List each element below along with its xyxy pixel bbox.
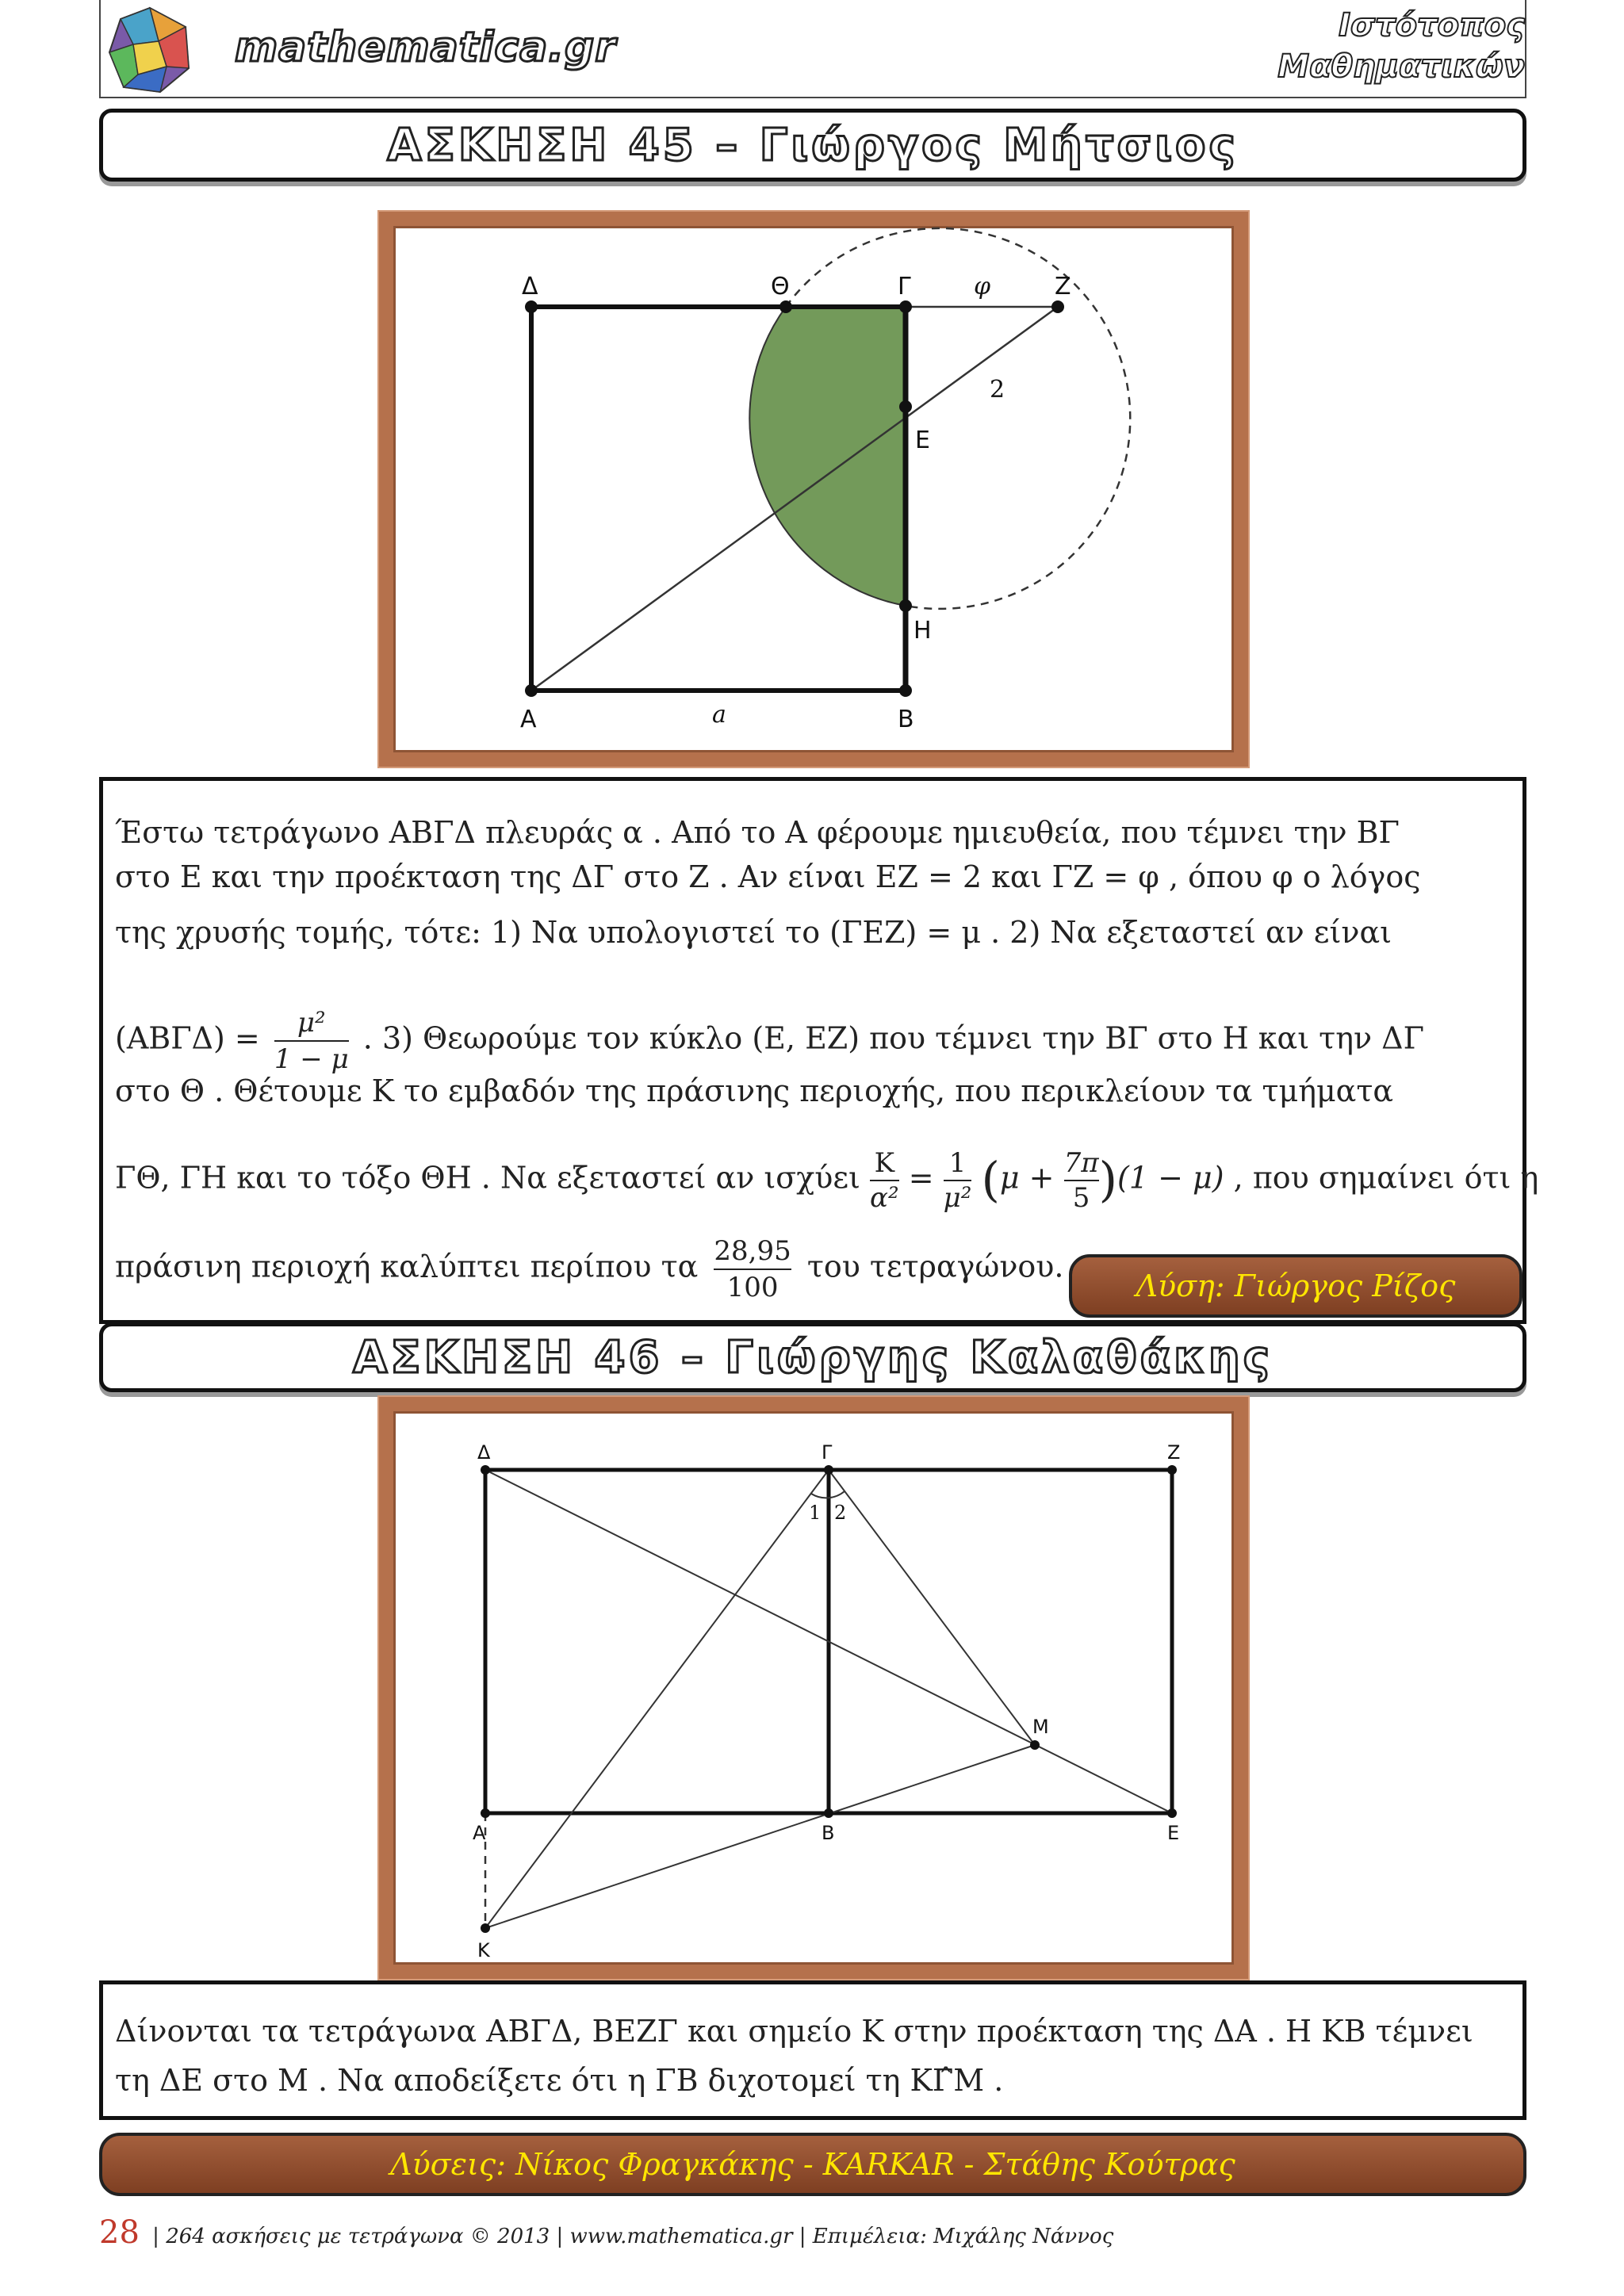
- site-subtitle-line1: Ιστότοπος: [1339, 7, 1525, 44]
- exercise46-title-bar: [99, 1322, 1526, 1392]
- label-b: Β: [822, 1822, 835, 1844]
- exercise45-figure: [379, 212, 1248, 767]
- line-gk: [485, 1470, 829, 1928]
- exercise45-line5: στο Θ . Θέτουμε Κ το εμβαδόν της πράσινης περιοχής, που περικλείουν τα τμήματα: [115, 1073, 1394, 1108]
- formula2-tail: (1 − μ): [1117, 1160, 1224, 1196]
- square-bezg: [829, 1470, 1172, 1813]
- label-a: Α: [473, 1822, 486, 1844]
- label-e: Ε: [915, 427, 930, 454]
- green-region: [749, 307, 906, 606]
- formula2-one-frac: [944, 1146, 972, 1215]
- formula2-alpha2: α²: [870, 1182, 899, 1214]
- label-g: Γ: [822, 1441, 833, 1464]
- exercise46-diagram: [393, 1411, 1234, 1965]
- exercise45-line2: στο Ε και την προέκταση της ΔΓ στο Ζ . Αν είναι ΕΖ = 2 και ΓΖ = φ , όπου φ ο λόγος: [115, 859, 1421, 894]
- label-d: Δ: [522, 273, 538, 300]
- label-b: Β: [898, 706, 914, 733]
- label-z: Ζ: [1167, 1441, 1181, 1464]
- line7-end: του τετραγώνου.: [806, 1249, 1064, 1284]
- formula2-one: 1: [944, 1146, 972, 1181]
- page-number: 28: [99, 2214, 140, 2251]
- exercise46-solutions: Λύσεις: Νίκος Φραγκάκης - KARKAR - Στάθης Κούτρας: [390, 2147, 1235, 2182]
- formula1-den: 1 − μ: [274, 1043, 349, 1075]
- formula1-rest: . 3) Θεωρούμε τον κύκλο (Ε, ΕΖ) που τέμνει την ΒΓ στο Η και την ΔΓ: [362, 1020, 1424, 1056]
- line7-start: πράσινη περιοχή καλύπτει περίπου τα: [115, 1249, 708, 1284]
- exercise46-figure: [379, 1397, 1248, 1979]
- line-gm: [829, 1470, 1035, 1745]
- label-phi: φ: [974, 273, 991, 300]
- line-km: [485, 1745, 1035, 1928]
- exercise45-line4: [115, 1005, 1519, 1077]
- formula2-mu: μ +: [999, 1160, 1055, 1196]
- label-side-a: a: [712, 701, 726, 729]
- label-angle-1: 1: [809, 1502, 822, 1524]
- exercise45-solution-pill[interactable]: [1069, 1254, 1522, 1318]
- site-subtitle-line2: Μαθηματικών: [1277, 48, 1525, 85]
- footer-text: | 264 ασκήσεις με τετράγωνα © 2013 | www.mathematica.gr | Επιμέλεια: Μιχάλης Νάννος: [152, 2225, 1114, 2248]
- site-name: mathematica.gr: [235, 24, 616, 71]
- formula2-k: Κ: [870, 1146, 899, 1181]
- formula2-7pi: 7π: [1064, 1146, 1099, 1181]
- page-footer: [99, 2214, 1113, 2251]
- logo-icon: [103, 3, 197, 97]
- formula2-7pi-frac: [1064, 1146, 1099, 1215]
- exercise45-line6: ΓΘ, ΓΗ και το τόξο ΘΗ . Να εξεταστεί αν ισχύει $\frac{K}{\text{α²}}$ = $\frac{1}{\text{μ²}}$ (μ + $\frac{7\pi}{5}$ )(1 − μ) , που σημαίνει ότι η: [115, 1147, 1539, 1214]
- formula3-fraction: [714, 1234, 791, 1305]
- line6-end: , που σημαίνει ότι η: [1233, 1160, 1539, 1196]
- exercise45-line7: [115, 1234, 1063, 1305]
- exercise46-line2: τη ΔΕ στο Μ . Να αποδείξετε ότι η ΓΒ διχοτομεί τη ΚΓ̂Μ .: [115, 2063, 1004, 2098]
- formula2-mu2: μ²: [943, 1182, 972, 1214]
- label-k: Κ: [477, 1939, 490, 1961]
- label-th: Θ: [771, 273, 790, 300]
- exercise45-solution: Λύση: Γιώργος Ρίζος: [1136, 1269, 1456, 1303]
- formula2-five: 5: [1072, 1182, 1090, 1214]
- formula2-eq: =: [908, 1160, 934, 1196]
- site-subtitle: [1192, 5, 1525, 87]
- label-angle-2: 2: [834, 1502, 847, 1524]
- label-z: Ζ: [1055, 273, 1071, 300]
- formula1-fraction: [274, 1005, 349, 1077]
- label-two: 2: [990, 376, 1005, 404]
- formula3-num: 28,95: [714, 1234, 791, 1270]
- exercise45-title-bar: [99, 109, 1526, 182]
- label-m: Μ: [1032, 1716, 1049, 1738]
- line6-start: ΓΘ, ΓΗ και το τόξο ΘΗ . Να εξεταστεί αν ισχύει: [115, 1160, 871, 1196]
- exercise45-line3: της χρυσής τομής, τότε: 1) Να υπολογιστεί το (ΓΕΖ) = μ . 2) Να εξεταστεί αν είναι: [115, 915, 1392, 950]
- label-h: Η: [914, 617, 932, 645]
- formula3-den: 100: [726, 1272, 779, 1303]
- label-g: Γ: [898, 273, 911, 300]
- exercise46-solutions-pill[interactable]: [99, 2133, 1526, 2196]
- square-abgd: [485, 1470, 829, 1813]
- exercise45-line1: Έστω τετράγωνο ΑΒΓΔ πλευράς α . Από το Α φέρουμε ημιευθεία, που τέμνει την ΒΓ: [115, 815, 1400, 850]
- label-a: Α: [520, 706, 537, 733]
- formula1-lhs: (ΑΒΓΔ) =: [115, 1020, 260, 1056]
- label-e: Ε: [1167, 1822, 1180, 1844]
- exercise45-title: ΑΣΚΗΣΗ 45 – Γιώργος Μήτσιος: [387, 119, 1239, 171]
- formula2-k-frac: [870, 1146, 899, 1215]
- exercise46-line1: Δίνονται τα τετράγωνα ΑΒΓΔ, ΒΕΖΓ και σημείο Κ στην προέκταση της ΔΑ . Η ΚΒ τέμνει: [115, 2014, 1473, 2049]
- label-d: Δ: [477, 1441, 491, 1464]
- exercise45-diagram: [393, 226, 1234, 752]
- formula1-num: μ²: [274, 1005, 349, 1042]
- exercise46-title: ΑΣΚΗΣΗ 46 – Γιώργης Καλαθάκης: [353, 1331, 1273, 1383]
